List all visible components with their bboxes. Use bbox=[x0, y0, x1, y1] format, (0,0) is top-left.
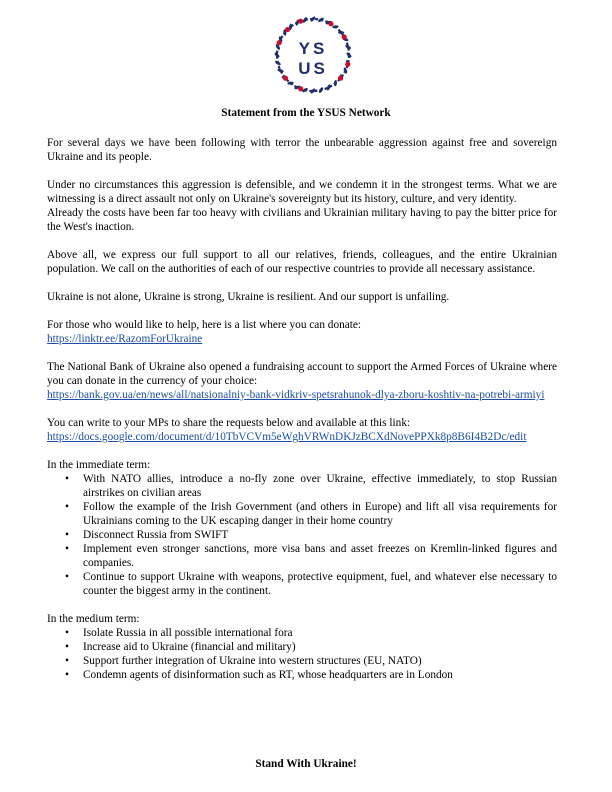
paragraph-intro: For several days we have been following with terror the unbearable aggression against free and sovereign Ukraine and its people. bbox=[47, 137, 557, 163]
wreath-flower bbox=[285, 27, 290, 32]
list-item: • Isolate Russia in all possible international fora bbox=[69, 626, 557, 640]
logo-text-line2: US bbox=[298, 59, 328, 78]
mps-text: You can write to your MPs to share the requests below and available at this link: bbox=[47, 417, 411, 429]
paragraph-bank bbox=[47, 360, 557, 402]
statement-body bbox=[47, 136, 557, 696]
list-item: • Support further integration of Ukraine into western structures (EU, NATO) bbox=[69, 654, 557, 668]
medium-heading: In the medium term: bbox=[47, 613, 140, 625]
wreath-flower bbox=[328, 21, 333, 26]
bank-link[interactable]: https://bank.gov.ua/en/news/all/natsionalniy-bank-vidkriv-spetsrahunok-dlya-zboru-koshtiv-na-potrebi-armiyi bbox=[47, 389, 545, 401]
immediate-heading: In the immediate term: bbox=[47, 459, 151, 471]
wreath-leaf bbox=[318, 87, 324, 94]
wreath-leaf bbox=[332, 25, 339, 29]
list-item: • Increase aid to Ukraine (financial and military) bbox=[69, 640, 557, 654]
statement-title: Statement from the YSUS Network bbox=[221, 107, 391, 119]
wreath-flower bbox=[342, 34, 347, 39]
paragraph-resilient: Ukraine is not alone, Ukraine is strong, Ukraine is resilient. And our support is unfailing. bbox=[47, 291, 450, 303]
wreath-flower bbox=[277, 40, 282, 45]
logo-text-line1: YS bbox=[298, 39, 328, 58]
paragraph-mps bbox=[47, 416, 557, 444]
wreath-flower bbox=[298, 19, 303, 24]
wreath-flower bbox=[338, 76, 343, 81]
paragraph-support: Above all, we express our full support to all our relatives, friends, colleagues, and the entire Ukrainian population. We call on the authorities of each of our respective countries to provide all necessary assistance. bbox=[47, 249, 557, 275]
donate-link[interactable]: https://linktr.ee/RazomForUkraine bbox=[47, 333, 203, 345]
paragraph-donate bbox=[47, 318, 557, 346]
wreath-leaf bbox=[318, 17, 325, 23]
list-item: • Disconnect Russia from SWIFT bbox=[69, 528, 557, 542]
wreath-flower bbox=[283, 76, 288, 81]
donate-text: For those who would like to help, here is a list where you can donate: bbox=[47, 319, 362, 331]
floral-wreath-logo-icon bbox=[268, 10, 358, 100]
wreath-leaf bbox=[334, 80, 338, 87]
paragraph-costs: Already the costs have been far too heavy with civilians and Ukrainian military having to pay the bitter price for the West's inaction. bbox=[47, 207, 557, 233]
list-item: • Continue to support Ukraine with weapons, protective equipment, fuel, and whatever else necessary to counter the biggest army in the continent. bbox=[69, 570, 557, 598]
wreath-flower bbox=[345, 62, 350, 67]
immediate-list bbox=[47, 472, 557, 598]
list-item: • With NATO allies, introduce a no-fly zone over Ukraine, effective immediately, to stop Russian airstrikes on civilian areas bbox=[69, 472, 557, 500]
list-item: • Implement even stronger sanctions, more visa bans and asset freezes on Kremlin-linked figures and companies. bbox=[69, 542, 557, 570]
medium-list bbox=[47, 626, 557, 682]
wreath-flower bbox=[298, 86, 303, 91]
list-item: • Follow the example of the Irish Government (and others in Europe) and lift all visa requirements for Ukrainians coming to the UK escaping danger in their home country bbox=[69, 500, 557, 528]
doc-link[interactable]: https://docs.google.com/document/d/10TbVCVm5eWghVRWnDKJzBCXdNovePPXk8p8B6I4B2Dc/edit bbox=[47, 431, 527, 443]
list-item: • Condemn agents of disinformation such as RT, whose headquarters are in London bbox=[69, 668, 557, 682]
closing-slogan: Stand With Ukraine! bbox=[255, 758, 357, 770]
paragraph-condemn: Under no circumstances this aggression is defensible, and we condemn it in the strongest terms. What we are witnessing is a direct assault not only on Ukraine's sovereignty but its history, culture, and very identity. bbox=[47, 179, 557, 205]
bank-text: The National Bank of Ukraine also opened a fundraising account to support the Armed Forces of Ukraine where you can donate in the currency of your choice: bbox=[47, 361, 557, 387]
